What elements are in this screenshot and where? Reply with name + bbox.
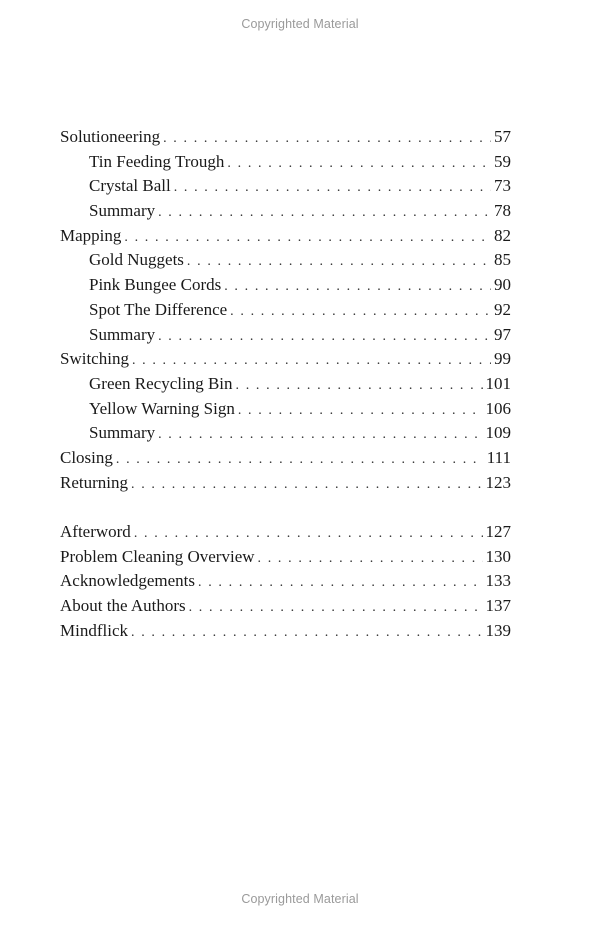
toc-entry-label: Spot The Difference bbox=[89, 299, 228, 319]
toc-entry-label: About the Authors bbox=[60, 596, 186, 616]
dot-leader bbox=[158, 423, 482, 448]
toc-entry-label: Mapping bbox=[60, 225, 122, 245]
dot-leader bbox=[131, 473, 483, 498]
toc-entry-switching bbox=[60, 347, 511, 372]
toc-entry-closing bbox=[60, 446, 511, 471]
dot-leader bbox=[163, 127, 491, 152]
toc-entry-page: 85 bbox=[494, 250, 511, 270]
dot-leader bbox=[224, 275, 491, 300]
toc-entry-acknowledgements bbox=[60, 569, 511, 594]
toc-entry-label: Closing bbox=[60, 447, 113, 467]
toc-entry-page: 109 bbox=[485, 423, 511, 443]
toc-entry-label: Problem Cleaning Overview bbox=[60, 546, 255, 566]
toc-entry-mapping bbox=[60, 224, 511, 249]
toc-entry-page: 111 bbox=[486, 447, 511, 467]
table-of-contents bbox=[60, 125, 511, 643]
toc-entry-returning bbox=[60, 471, 511, 496]
dot-leader bbox=[189, 596, 483, 621]
toc-entry-label: Mindflick bbox=[60, 620, 128, 640]
toc-entry-label: Summary bbox=[89, 423, 156, 443]
toc-entry-page: 133 bbox=[485, 571, 511, 591]
dot-leader bbox=[230, 300, 491, 325]
toc-entry-about-the-authors bbox=[60, 594, 511, 619]
toc-entry-pink-bungee-cords bbox=[60, 273, 511, 298]
toc-entry-label: Tin Feeding Trough bbox=[89, 151, 225, 171]
toc-entry-page: 106 bbox=[485, 398, 511, 418]
toc-entry-crystal-ball bbox=[60, 174, 511, 199]
dot-leader bbox=[227, 152, 491, 177]
toc-entry-problem-cleaning-overview bbox=[60, 545, 511, 570]
dot-leader bbox=[258, 547, 483, 572]
toc-entry-page: 57 bbox=[494, 127, 511, 146]
toc-entry-summary bbox=[60, 421, 511, 446]
toc-entry-page: 92 bbox=[494, 299, 511, 319]
toc-entry-page: 73 bbox=[494, 176, 511, 196]
toc-entry-label: Green Recycling Bin bbox=[89, 373, 233, 393]
dot-leader bbox=[236, 374, 483, 399]
toc-entry-summary bbox=[60, 323, 511, 348]
toc-entry-page: 139 bbox=[485, 620, 511, 640]
toc-entry-label: Pink Bungee Cords bbox=[89, 275, 222, 295]
watermark-top: Copyrighted Material bbox=[241, 17, 359, 31]
toc-entry-label: Solutioneering bbox=[60, 127, 161, 146]
toc-entry-page: 127 bbox=[485, 522, 511, 541]
dot-leader bbox=[158, 325, 491, 350]
toc-entry-page: 82 bbox=[494, 225, 511, 245]
dot-leader bbox=[131, 621, 483, 646]
toc-entry-tin-feeding-trough bbox=[60, 150, 511, 175]
toc-entry-green-recycling-bin bbox=[60, 372, 511, 397]
toc-entry-label: Gold Nuggets bbox=[89, 250, 184, 270]
toc-entry-summary bbox=[60, 199, 511, 224]
toc-entry-label: Yellow Warning Sign bbox=[89, 398, 235, 418]
toc-entry-label: Switching bbox=[60, 349, 129, 369]
dot-leader bbox=[124, 226, 491, 251]
toc-entry-page: 59 bbox=[494, 151, 511, 171]
toc-entry-page: 137 bbox=[485, 596, 511, 616]
toc-entry-gold-nuggets bbox=[60, 248, 511, 273]
toc-entry-label: Acknowledgements bbox=[60, 571, 196, 591]
toc-entry-page: 90 bbox=[494, 275, 511, 295]
toc-entry-label: Returning bbox=[60, 472, 128, 492]
watermark-bottom: Copyrighted Material bbox=[241, 892, 359, 906]
toc-entry-spot-the-difference bbox=[60, 298, 511, 323]
dot-leader bbox=[158, 201, 491, 226]
toc-entry-page: 97 bbox=[494, 324, 511, 344]
dot-leader bbox=[134, 522, 483, 547]
dot-leader bbox=[198, 571, 482, 596]
dot-leader bbox=[174, 176, 491, 201]
toc-entry-label: Afterword bbox=[60, 522, 131, 541]
toc-entry-label: Summary bbox=[89, 201, 156, 221]
toc-entry-label: Crystal Ball bbox=[89, 176, 171, 196]
toc-entry-page: 123 bbox=[485, 472, 511, 492]
toc-entry-yellow-warning-sign bbox=[60, 397, 511, 422]
toc-entry-page: 130 bbox=[485, 546, 511, 566]
dot-leader bbox=[132, 349, 491, 374]
toc-entry-afterword bbox=[60, 520, 511, 545]
dot-leader bbox=[238, 399, 483, 424]
dot-leader bbox=[187, 250, 491, 275]
toc-entry-page: 101 bbox=[485, 373, 511, 393]
dot-leader bbox=[116, 448, 484, 473]
toc-entry-label: Summary bbox=[89, 324, 156, 344]
toc-entry-page: 99 bbox=[494, 349, 511, 369]
toc-entry-solutioneering bbox=[60, 125, 511, 150]
toc-entry-mindflick bbox=[60, 619, 511, 644]
toc-entry-page: 78 bbox=[494, 201, 511, 221]
